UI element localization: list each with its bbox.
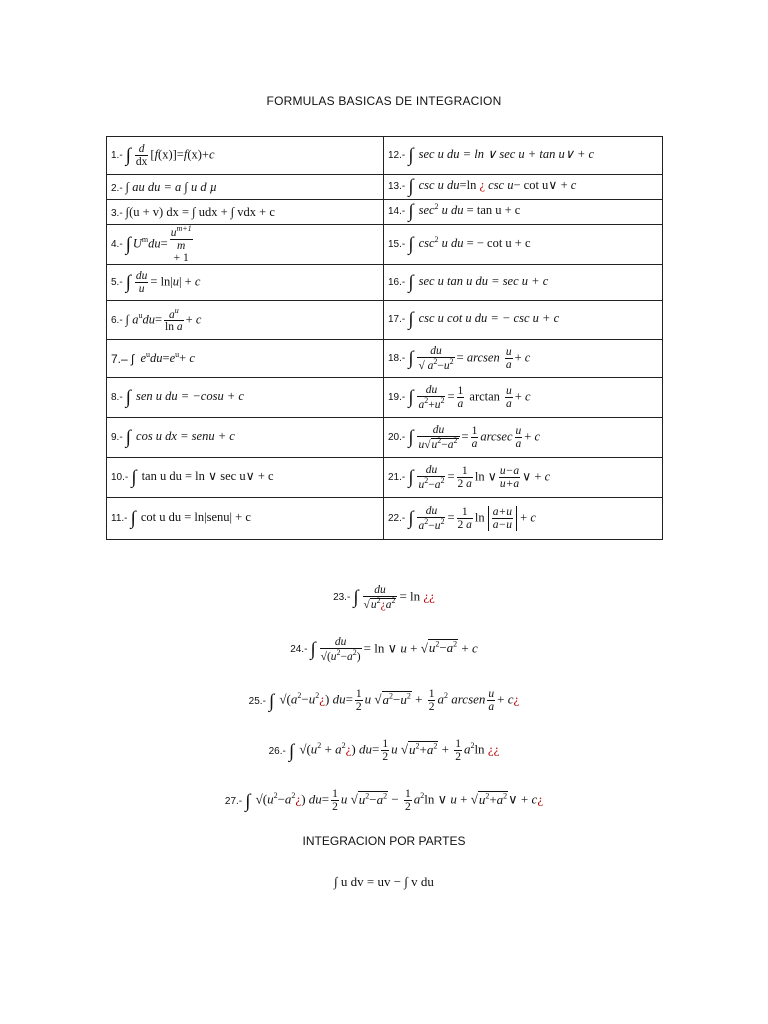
formula-cell: 14.- ∫ $\sec^2 u$ du = tan u + c	[384, 200, 663, 225]
formula-number: 26.-	[268, 745, 286, 757]
formula-text: tan u du = ln ∨ sec u∨ + c	[141, 468, 274, 483]
parts-formula: ∫ u dv = uv − ∫ v du	[334, 874, 434, 889]
table-row	[107, 378, 663, 418]
formula-27: 27.- ∫ $√(u^2-a^2¿)$ du= $\frac{1}{2}$ u $√u^2-a^2$ − $\frac{1}{2}$ $a^2\ln$ ∨ $u + √u^2+a^2\vee$ + c¿	[224, 788, 544, 814]
formula-text: csc u cot u du = − csc u + c	[418, 311, 560, 326]
formula-cell: 4.- ∫ $U^mdu=$ $u^{m+1}$ m + 1	[107, 225, 384, 265]
formula-cell: 22.- ∫ $\frac{du}{a^2-u^2}$ = $\frac{1}{2 a}$ ln $\frac{a+u}{a-u}$ + c	[384, 498, 663, 540]
formula-number: 7.– ∫	[111, 351, 135, 366]
formula-cell: 12.- ∫ sec u du = ln ∨ sec u + tan u∨ + c	[384, 137, 663, 175]
formula-number: 1.-	[111, 150, 123, 162]
formula-number: 10.-	[111, 471, 129, 483]
formula-number: 9.-	[111, 431, 123, 443]
formula-cell	[107, 175, 384, 200]
formula-text: ∫ au du = a ∫ u d µ	[125, 179, 217, 194]
formula-number: 23.-	[333, 592, 351, 604]
formula-number: 15.-	[388, 238, 406, 250]
formula-number: 6.-	[111, 314, 123, 326]
formula-cell: 10.- ∫ tan u du = ln ∨ sec u∨ + c	[107, 458, 384, 498]
formula-cell: 15.- ∫ $\csc^2 u$ du = − cot u + c	[384, 225, 663, 265]
formula-cell: 8.- ∫ sen u du = −cosu + c	[107, 378, 384, 418]
formula-text: cot u du = ln|senu| + c	[140, 509, 251, 524]
formula-cell: 20.- ∫ $\frac{du}{u√u^2-a^2}$ = $\frac{1}{a}$ arcsec $\frac{u}{a}$ + c	[384, 418, 663, 458]
formula-cell: 18.- ∫ $\frac{du}{√ a^2-u^2}$ = arcsen $\frac{u}{a}$ + c	[384, 340, 663, 378]
formula-cell	[107, 200, 384, 225]
table-row	[107, 200, 663, 225]
formula-number: 21.-	[388, 472, 406, 484]
formula-number: 18.-	[388, 353, 406, 365]
table-row	[107, 458, 663, 498]
formula-text: sec u du = ln ∨ sec u + tan u∨ + c	[418, 146, 595, 161]
table-row	[107, 340, 663, 378]
formula-number: 11.-	[111, 512, 128, 524]
table-row	[107, 175, 663, 200]
formula-number: 2.-	[111, 182, 123, 194]
formula-number: 16.-	[388, 276, 406, 288]
formula-text: cos u dx = senu + c	[136, 428, 235, 443]
formula-text: + c	[514, 235, 531, 250]
formula-text: sen u du = −cosu + c	[136, 388, 244, 403]
formula-cell: 21.- ∫ $\frac{du}{u^2-a^2}$ = $\frac{1}{2 a}$ ln ∨ $\frac{u-a}{u+a}$ ∨ + c	[384, 458, 663, 498]
table-row	[107, 301, 663, 340]
formula-number: 5.-	[111, 277, 123, 289]
formula-cell: 9.- ∫ cos u dx = senu + c	[107, 418, 384, 458]
formula-table	[106, 136, 663, 540]
formula-number: 20.-	[388, 432, 406, 444]
formula-number: 19.-	[388, 392, 406, 404]
formula-cell: 7.– ∫ $e^udu=e^u+ c$	[107, 340, 384, 378]
formula-cell: 6.- ∫ $a^udu=$ $\frac{a^u}{\text{ln a}}$ + c	[107, 301, 384, 340]
formula-cell: 17.- ∫ csc u cot u du = − csc u + c	[384, 301, 663, 340]
section-subtitle: INTEGRACION POR PARTES	[302, 834, 466, 848]
formula-24: 24.- ∫ $\frac{du}{√(u^2-a^2)}$ = ln ∨ $u + √u^2-a^2 + c$	[290, 636, 478, 663]
formula-text: sec u tan u du = sec u + c	[418, 273, 549, 288]
table-row	[107, 418, 663, 458]
formula-cell: 1.- ∫ $\frac{d}{dx}$ [f(x)]=f(x)+c	[107, 137, 384, 175]
formula-text: + c	[504, 203, 521, 217]
table-row	[107, 137, 663, 175]
formula-number: 13.-	[388, 181, 406, 192]
formula-25: 25.- ∫ $√(a^2-u^2¿)$ du= $\frac{1}{2}$ u $√a^2-u^2$ + $\frac{1}{2}$ $a^2$ arcsen $\frac{u}{a}$ + c¿	[248, 688, 520, 714]
formula-number: 25.-	[248, 695, 266, 707]
table-row	[107, 265, 663, 301]
formula-cell: 19.- ∫ $\frac{du}{a^2+u^2}$ = $\frac{1}{a}$ arctan $\frac{u}{a}$ + c	[384, 378, 663, 418]
formula-number: 14.-	[388, 206, 406, 217]
formula-number: 22.-	[388, 513, 406, 525]
formula-cell: 13.- ∫ csc u du=ln ¿ csc u− cot u∨ + c	[384, 175, 663, 200]
formula-number: 8.-	[111, 391, 123, 403]
table-row	[107, 225, 663, 265]
formula-cell: 11.- ∫ cot u du = ln|senu| + c	[107, 498, 384, 540]
formula-text: ∫(u + v) dx = ∫ udx + ∫ vdx + c	[125, 204, 275, 219]
formula-number: 4.-	[111, 239, 123, 251]
formula-cell: 16.- ∫ sec u tan u du = sec u + c	[384, 265, 663, 301]
formula-number: 17.-	[388, 314, 406, 326]
formula-26: 26.- ∫ $√(u^2$ + $a^2¿$) du= $\frac{1}{2}$ u $√u^2+a^2$ + $\frac{1}{2}$ $a^2\ln$ ¿¿	[268, 738, 500, 764]
formula-number: 3.-	[111, 207, 123, 219]
table-row	[107, 498, 663, 540]
page-title: FORMULAS BASICAS DE INTEGRACION	[266, 94, 502, 108]
formula-number: 27.-	[224, 795, 243, 807]
formula-number: 12.-	[388, 149, 406, 161]
formula-number: 24.-	[290, 644, 308, 656]
formula-cell: 5.- ∫ $\frac{du}{u}$ = ln|u| + c	[107, 265, 384, 301]
formula-23: 23.- ∫ $\frac{du}{√u^2¿a^2}$ = ln ¿¿	[333, 584, 435, 611]
